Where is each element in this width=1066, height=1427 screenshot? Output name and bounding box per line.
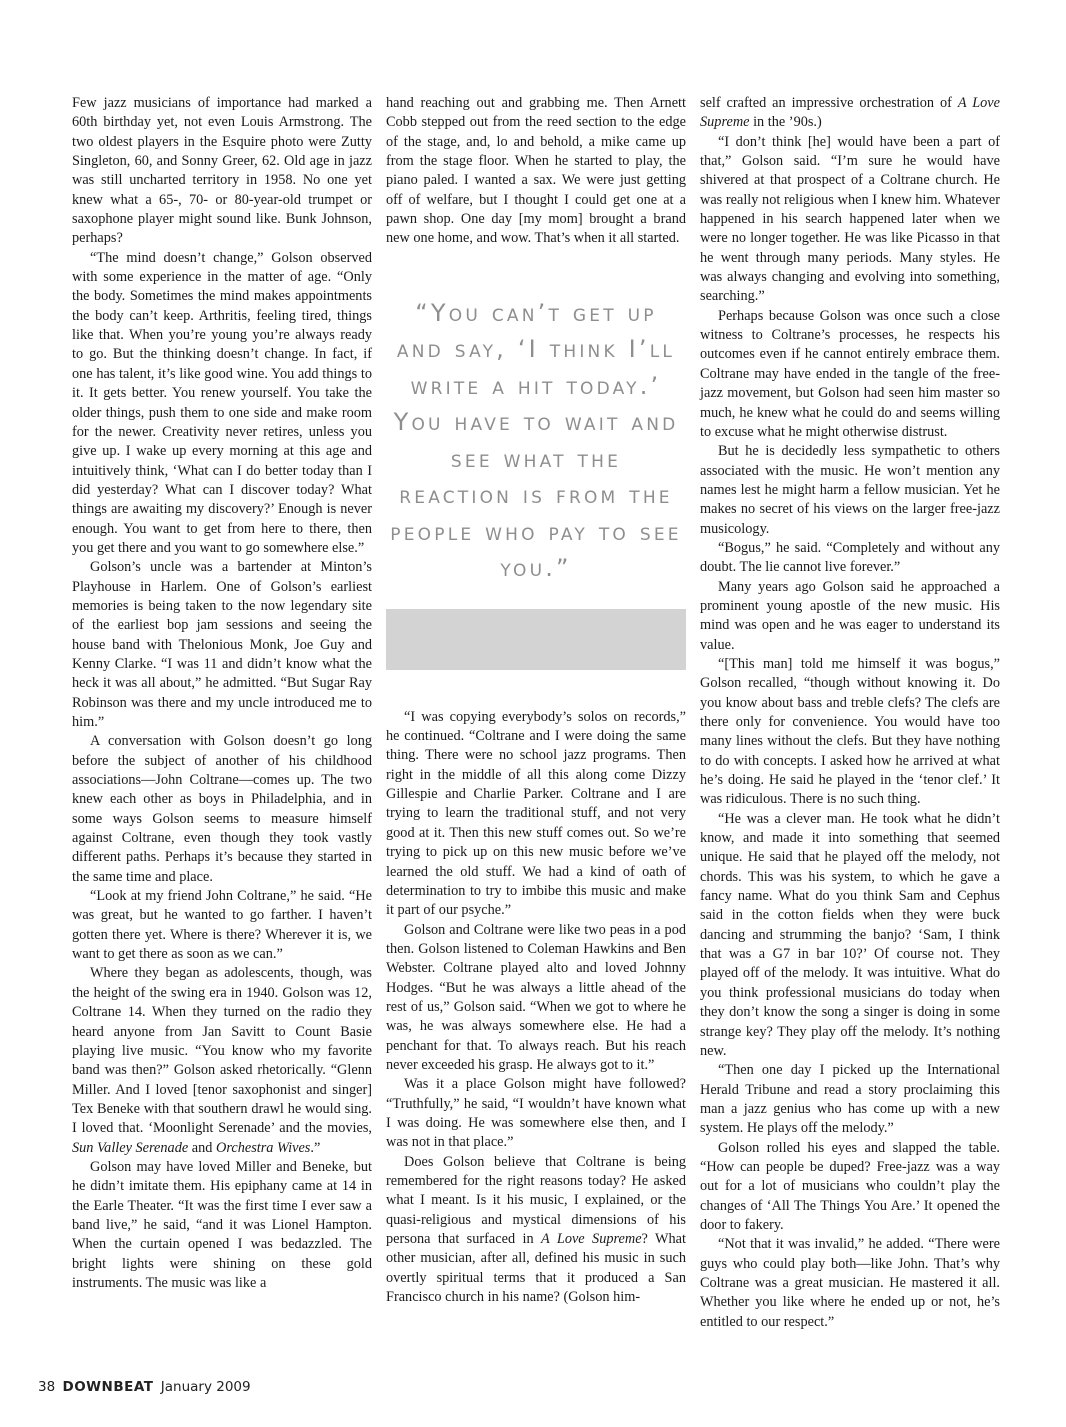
paragraph bbox=[700, 94, 1000, 133]
magazine-name: DOWNBEAT bbox=[62, 1379, 154, 1395]
album-title: A Love Supreme bbox=[700, 95, 1000, 131]
issue-date: January 2009 bbox=[160, 1379, 251, 1395]
paragraph-text: .” bbox=[310, 1139, 321, 1156]
paragraph: “I was copying everybody’s solos on records,” he continued. “Coltrane and I were doing the same thing. There were no school jazz programs. Then right in the middle of all this along come Dizzy Gillespie and Charlie Parker. Coltrane and I are trying to learn the traditional stuff, and not very good at it. Then this new stuff comes out. So we’re trying to pick up on this new music before we’ve learned the old stuff. We had a kind of oath of determination to try to imbibe this music and make it part of our psyche.” bbox=[386, 708, 686, 919]
pull-quote: “You can’t get up and say, ‘I think I’ll write a hit today.’ You have to wait and see what the reaction is from the people who pay to see you.” bbox=[390, 298, 682, 583]
paragraph: “Not that it was invalid,” he added. “There were guys who could play both—like John. That’s why Coltrane was a great musician. He mastered it all. Whether you like where he ended up or not, he’s entitled to our respect.” bbox=[700, 1236, 1000, 1330]
gray-box bbox=[386, 609, 686, 670]
paragraph-text: and bbox=[188, 1139, 216, 1156]
paragraph: “Then one day I picked up the International Herald Tribune and read a story proclaiming this man a jazz genius who has come up with a new system. He plays off the melody.” bbox=[700, 1062, 1000, 1137]
paragraph-text: Does Golson believe that Coltrane is being remembered for the right reasons today? He asked what I meant. Is it his music, I explained, or the quasi-religious and mystical dimensions of his persona that surfaced in bbox=[386, 1153, 686, 1248]
paragraph: “Look at my friend John Coltrane,” he said. “He was great, but he wanted to go farther. I haven’t gotten there yet. Where is there? Wherever it is, we want to get there as soon as we can.” bbox=[72, 888, 372, 963]
paragraph: Many years ago Golson said he approached a prominent young apostle of the new music. His mind was open and he was eager to understand its value. bbox=[700, 578, 1000, 653]
album-title: A Love Supreme bbox=[541, 1231, 642, 1248]
paragraph: “The mind doesn’t change,” Golson observed with some experience in the matter of age. “Only the body. Sometimes the mind makes appointments the body can’t keep. Arthritis, feeling tired, things like that. When you’re young you’re always ready to go. But the thinking doesn’t change. In fact, if one has talent, it’s like good wine. You add things to it. It gets better. You renew yourself. You take the older things, push them to one side and make room for the newer. Creativity never retires, unless you give up. I wake up every morning at this age and intuitively think, ‘What can I do better today than I did yesterday? What can I discover today? What things are awaiting my discovery?’ Enough is never enough. You want to get from here to there, then you get there and you want to go somewhere else.” bbox=[72, 249, 372, 556]
paragraph: Few jazz musicians of importance had marked a 60th birthday yet, not even Louis Armstrong. The two oldest players in the Esquire photo were Zutty Singleton, 60, and Sonny Greer, 62. Old age in jazz was still uncharted territory in 1958. No one yet knew what a 65-, 70- or 80-year-old trumpet or saxophone player might sound like. Bunk Johnson, perhaps? bbox=[72, 95, 372, 247]
article-column-2 bbox=[386, 94, 686, 1307]
paragraph: But he is decidedly less sympathetic to others associated with the music. He won’t mention any names lest he might harm a fellow musician. Yet he makes no secret of his views on the larger free-jazz musicology. bbox=[700, 443, 1000, 537]
paragraph bbox=[72, 964, 372, 1157]
paragraph-text: self crafted an impressive orchestration of bbox=[700, 95, 958, 111]
article-column-3 bbox=[700, 94, 1000, 1332]
paragraph: hand reaching out and grabbing me. Then Arnett Cobb stepped out from the reed section to the edge of the stage, and, lo and behold, a mike came up from the stage floor. When he started to play, the piano paled. I wanted a sax. We were just getting off of welfare, but I thought I could get one at a pawn shop. One day [my mom] brought a brand new one home, and wow. That’s when it all started. bbox=[386, 95, 686, 247]
paragraph: “Bogus,” he said. “Completely and without any doubt. The lie cannot live forever.” bbox=[700, 539, 1000, 576]
paragraph: A conversation with Golson doesn’t go long before the subject of another of his childhood associations—John Coltrane—comes up. The two knew each other as boys in Philadelphia, and in some ways Golson seems to measure himself against Coltrane, even though they took vastly different paths. Perhaps it’s because they started in the same time and place. bbox=[72, 733, 372, 885]
paragraph-text: Where they began as adolescents, though, was the height of the swing era in 1940. Golson was 12, Coltrane 14. When they turned on the radio they heard anyone from Jan Savitt to Count Basie playing live music. “You know who my favorite band was then?” Golson asked rhetorically. “Glenn Miller. And I loved [tenor saxophonist and singer] Tex Beneke with that southern drawl he would sing. I loved that. ‘Moonlight Serenade’ and the movies, bbox=[72, 965, 372, 1137]
paragraph: “He was a clever man. He took what he didn’t know, and made it into something that seemed unique. He said that he played off the melody, not chords. This was his system, to which he gave a fancy name. What do you think Sam and Cephus said in the cotton fields when they were buck dancing and strumming the banjo? ‘Sam, I think that was a G7 in bar 10?’ Of course not. They played off of the melody. It was intuitive. What do you think professional musicians do today when they don’t know the song a singer is doing in some strange key? They play off the melody. It’s nothing new. bbox=[700, 810, 1000, 1059]
paragraph: “I don’t think [he] would have been a part of that,” Golson said. “I’m sure he would have shivered at that prospect of a Coltrane church. He was really not religious when I knew him. Whatever happened in his search happened later when we were no longer together. He was like Picasso in that he went through many periods. Many styles. He was always changing and evolving into something, searching.” bbox=[700, 133, 1000, 305]
paragraph-text: ? What other musician, after all, defined his music in such overtly spiritual terms that it produced a San Francisco church in his name? (Golson him- bbox=[386, 1231, 686, 1306]
film-title: Sun Valley Serenade bbox=[72, 1139, 189, 1156]
paragraph: Golson’s uncle was a bartender at Minton’s Playhouse in Harlem. One of Golson’s earliest memories is being taken to the now legendary site of the earliest bop jam sessions and seeing the house band with Thelonious Monk, Joe Guy and Kenny Clarke. “I was 11 and didn’t know what the heck it was all about,” he admitted. “But Sugar Ray Robinson was there and my uncle introduced me to him.” bbox=[72, 559, 372, 730]
paragraph bbox=[386, 1153, 686, 1308]
paragraph-text: in the ’90s.) bbox=[749, 114, 822, 131]
paragraph: Golson and Coltrane were like two peas in a pod then. Golson listened to Coleman Hawkins and Ben Webster. Coltrane played alto and loved Johnny Hodges. “But he was always a little ahead of the rest of us,” Golson said. “When we got to where he was, he was always somewhere else. He had a penchant for that. To always reach. But his reach never exceeded his grasp. He always got to it.” bbox=[386, 921, 686, 1073]
paragraph: Was it a place Golson might have followed? “Truthfully,” he said, “I wouldn’t have known what I was doing. He was somewhere else then, and I was not in that place.” bbox=[386, 1076, 686, 1151]
paragraph: Golson rolled his eyes and slapped the table. “How can people be duped? Free-jazz was a way out for a lot of musicians who couldn’t play the changes of ‘All The Things You Are.’ It opened the door to fakery. bbox=[700, 1139, 1000, 1233]
film-title: Orchestra Wives bbox=[216, 1139, 311, 1156]
paragraph: “[This man] told me himself it was bogus,” Golson recalled, “though without knowing it. Do you know about bass and treble clefs? The clefs are there only for convenience. You would have too many lines without the clefs. But they have nothing to do with concepts. I asked how he arrived at what he’s doing. He said he played in the ‘tenor clef.’ It was ridiculous. There is no such thing. bbox=[700, 655, 1000, 808]
page-number: 38 bbox=[38, 1379, 56, 1395]
article-column-1 bbox=[72, 94, 372, 1293]
page-footer bbox=[38, 1379, 251, 1395]
paragraph: Golson may have loved Miller and Beneke, but he didn’t imitate them. His epiphany came at 14 in the Earle Theater. “It was the first time I ever saw a band live,” he said, “and it was Lionel Hampton. When the curtain opened I was bedazzled. The bright lights were shining on these gold instruments. The music was like a bbox=[72, 1158, 372, 1291]
paragraph: Perhaps because Golson was once such a close witness to Coltrane’s processes, he respects his outcomes even if he cannot entirely embrace them. Coltrane may have ended in the tangle of the free-jazz movement, but Golson had seen him master so much, he knew what he could do and seems willing to excuse what he might otherwise distrust. bbox=[700, 307, 1000, 440]
